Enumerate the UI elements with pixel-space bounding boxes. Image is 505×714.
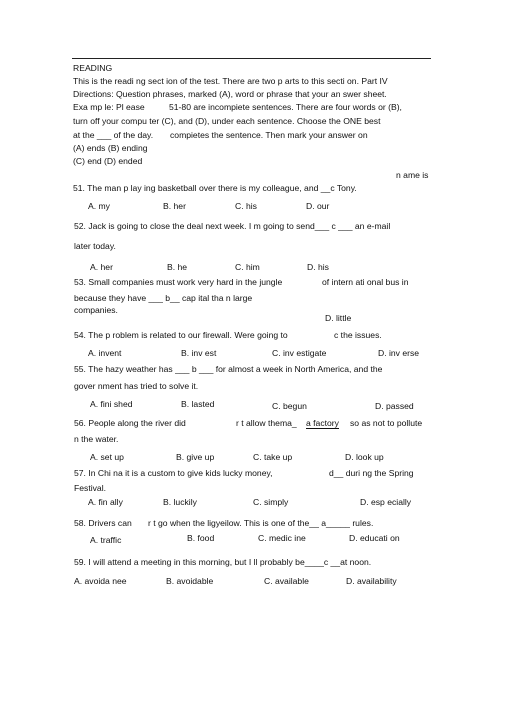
question-51-option-d: D. our [306, 201, 330, 211]
question-57-option-c: C. simply [253, 497, 289, 507]
question-59-option-d: D. availability [346, 576, 397, 586]
intro-line-1: This is the readi ng sect ion of the test. There are two p arts to this secti on. Part IV [73, 76, 388, 86]
intro-line-7: (C) end (D) ended [73, 156, 143, 166]
question-51-stem: 51. The man p lay ing basketball over there is my colleague, and __c Tony. [73, 183, 357, 193]
question-56-option-d: D. look up [345, 452, 384, 462]
question-55-option-a: A. fini shed [90, 399, 133, 409]
intro-line-2: Directions: Question phrases, marked (A), word or phrase that your an swer sheet. [73, 89, 387, 99]
question-54-stem-a: 54. The p roblem is related to our firewall. Were going to [74, 330, 288, 340]
question-56-stem-line-1a: 56. People along the river did [74, 418, 186, 428]
question-55-option-b: B. lasted [181, 399, 215, 409]
question-57-option-a: A. fin ally [88, 497, 123, 507]
question-54-option-c: C. inv estigate [272, 348, 327, 358]
question-56-stem-line-1b: r t allow thema_ [236, 418, 297, 428]
header-rule [72, 58, 431, 59]
intro-line-6: (A) ends (B) ending [73, 143, 148, 153]
intro-line-5b: compietes the sentence. Then mark your answer on [170, 130, 368, 140]
question-59-option-b: B. avoidable [166, 576, 214, 586]
question-53-stem-line-3: companies. [74, 305, 118, 315]
question-57-stem-line-2: Festival. [74, 483, 106, 493]
intro-line-3a: Exa mp le: Pl ease [73, 102, 145, 112]
question-53-option-d: D. little [325, 313, 352, 323]
question-56-option-b: B. give up [176, 452, 215, 462]
intro-line-4: turn off your compu ter (C), and (D), under each sentence. Choose the ONE best [73, 116, 381, 126]
question-56-stem-line-1c [306, 418, 339, 429]
question-53-stem-line-1b: of intern ati onal bus in [322, 277, 409, 287]
question-55-stem-line-2: gover nment has tried to solve it. [74, 381, 199, 391]
question-54-option-d: D. inv erse [378, 348, 420, 358]
question-52-option-a: A. her [90, 262, 113, 272]
question-58-option-c: C. medic ine [258, 533, 306, 543]
question-59-option-a: A. avoida nee [74, 576, 127, 586]
question-53-stem-line-1a: 53. Small companies must work very hard in the jungle [74, 277, 283, 287]
question-58-option-d: D. educati on [349, 533, 400, 543]
question-57-stem-line-1b: d__ duri ng the Spring [329, 468, 414, 478]
question-52-option-b: B. he [167, 262, 188, 272]
question-59-stem: 59. I will attend a meeting in this morning, but I ll probably be____c __at noon. [74, 557, 372, 567]
question-52-option-c: C. him [235, 262, 260, 272]
question-56-option-a: A. set up [90, 452, 124, 462]
question-57-stem-line-1a: 57. In Chi na it is a custom to give kids lucky money, [74, 468, 273, 478]
question-58-option-a: A. traffic [90, 535, 122, 545]
question-59-option-c: C. available [264, 576, 309, 586]
question-57-option-d: D. esp ecially [360, 497, 412, 507]
question-54-option-b: B. inv est [181, 348, 217, 358]
question-51-option-a: A. my [88, 201, 110, 211]
underlined-phrase: a factory [306, 418, 339, 428]
question-56-stem-line-2: n the water. [74, 434, 119, 444]
question-54-stem-b: c the issues. [334, 330, 382, 340]
question-58-option-b: B. food [187, 533, 215, 543]
question-56-stem-line-1d: so as not to pollute [350, 418, 423, 428]
intro-line-3b: 51-80 are incompiete sentences. There are four words or (B), [169, 102, 402, 112]
question-52-option-d: D. his [307, 262, 329, 272]
question-54-option-a: A. invent [88, 348, 122, 358]
question-58-stem-b: r t go when the ligyeilow. This is one of the__ a_____ rules. [148, 518, 374, 528]
section-title: READING [73, 63, 113, 73]
question-55-option-d: D. passed [375, 401, 414, 411]
question-53-stem-line-2: because they have ___ b__ cap ital tha n large [74, 293, 253, 303]
question-56-option-c: C. take up [253, 452, 293, 462]
intro-line-5a: at the ___ of the day. [73, 130, 154, 140]
question-52-stem-line-1: 52. Jack is going to close the deal next week. I m going to send___ c ___ an e-mail [74, 221, 391, 231]
question-55-stem-line-1: 55. The hazy weather has ___ b ___ for almost a week in North America, and the [74, 364, 383, 374]
question-52-stem-line-2: later today. [74, 241, 116, 251]
question-51-option-b: B. her [163, 201, 186, 211]
question-57-option-b: B. luckily [163, 497, 197, 507]
question-55-option-c: C. begun [272, 401, 307, 411]
question-51-option-c: C. his [235, 201, 257, 211]
question-58-stem-a: 58. Drivers can [74, 518, 132, 528]
intro-name-is: n ame is [396, 170, 429, 180]
